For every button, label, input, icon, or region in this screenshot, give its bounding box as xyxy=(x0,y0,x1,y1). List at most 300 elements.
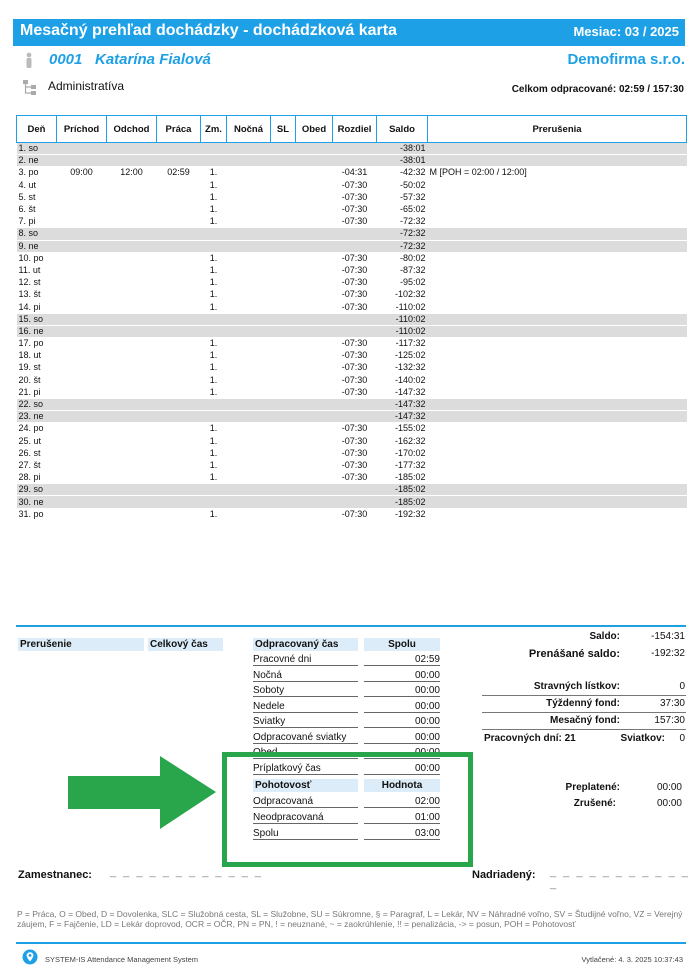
cell-shift: 1. xyxy=(201,472,227,484)
cell-lunch xyxy=(296,496,333,508)
cell-diff: -07:30 xyxy=(333,472,377,484)
standby-row-value: 01:00 xyxy=(364,811,440,824)
cell-night xyxy=(227,143,271,155)
cell-night xyxy=(227,374,271,386)
cell-departure xyxy=(107,191,157,203)
worked-row-value: 00:00 xyxy=(364,762,440,775)
cell-saldo: -147:32 xyxy=(377,398,428,410)
cell-arrival: 09:00 xyxy=(57,167,107,179)
cell-interruptions xyxy=(428,484,687,496)
cell-day: 28. pi xyxy=(17,472,57,484)
cell-arrival xyxy=(57,362,107,374)
cell-sl xyxy=(271,386,296,398)
cell-work xyxy=(157,338,201,350)
worked-row-label: Sviatky xyxy=(253,715,358,728)
cell-arrival xyxy=(57,301,107,313)
cell-diff: -07:30 xyxy=(333,277,377,289)
cell-saldo: -95:02 xyxy=(377,277,428,289)
cell-departure xyxy=(107,301,157,313)
cell-work xyxy=(157,362,201,374)
cell-diff: -07:30 xyxy=(333,179,377,191)
cell-night xyxy=(227,277,271,289)
cell-saldo: -147:32 xyxy=(377,411,428,423)
cell-diff: -07:30 xyxy=(333,203,377,215)
cell-departure xyxy=(107,472,157,484)
table-row xyxy=(17,459,687,471)
standby-value-header: Hodnota xyxy=(364,779,440,792)
cell-interruptions xyxy=(428,155,687,167)
cell-night xyxy=(227,313,271,325)
cell-interruptions xyxy=(428,459,687,471)
cell-sl xyxy=(271,459,296,471)
cell-departure xyxy=(107,447,157,459)
cell-saldo: -192:32 xyxy=(377,508,428,520)
cell-shift: 1. xyxy=(201,459,227,471)
cell-shift: 1. xyxy=(201,179,227,191)
cell-lunch xyxy=(296,289,333,301)
cell-sl xyxy=(271,350,296,362)
cell-sl xyxy=(271,374,296,386)
cell-shift xyxy=(201,484,227,496)
table-row xyxy=(17,484,687,496)
cell-lunch xyxy=(296,508,333,520)
cell-saldo: -102:32 xyxy=(377,289,428,301)
cell-arrival xyxy=(57,252,107,264)
cell-shift: 1. xyxy=(201,374,227,386)
cell-shift: 1. xyxy=(201,423,227,435)
cell-sl xyxy=(271,496,296,508)
worked-row-value: 02:59 xyxy=(364,653,440,666)
cell-work xyxy=(157,228,201,240)
table-row xyxy=(17,191,687,203)
cell-arrival xyxy=(57,350,107,362)
cell-shift: 1. xyxy=(201,301,227,313)
cell-shift: 1. xyxy=(201,386,227,398)
table-row xyxy=(17,386,687,398)
cell-saldo: -72:32 xyxy=(377,216,428,228)
cell-departure xyxy=(107,496,157,508)
cell-diff: -07:30 xyxy=(333,435,377,447)
cell-night xyxy=(227,459,271,471)
overpaid-value: 00:00 xyxy=(656,782,682,793)
cell-sl xyxy=(271,252,296,264)
cell-shift: 1. xyxy=(201,216,227,228)
cell-interruptions xyxy=(428,143,687,155)
cell-saldo: -147:32 xyxy=(377,386,428,398)
cell-lunch xyxy=(296,252,333,264)
table-row xyxy=(17,472,687,484)
cell-saldo: -162:32 xyxy=(377,435,428,447)
cell-interruptions xyxy=(428,216,687,228)
cell-day: 14. pi xyxy=(17,301,57,313)
column-header: Príchod xyxy=(57,116,107,143)
cell-saldo: -110:02 xyxy=(377,313,428,325)
overpaid-label: Preplatené: xyxy=(565,782,620,793)
cell-shift xyxy=(201,411,227,423)
cell-interruptions xyxy=(428,447,687,459)
cell-diff xyxy=(333,143,377,155)
cell-day: 17. po xyxy=(17,338,57,350)
cell-work xyxy=(157,435,201,447)
holidays-value: 0 xyxy=(679,733,685,744)
cell-saldo: -87:32 xyxy=(377,264,428,276)
cell-shift xyxy=(201,143,227,155)
worked-row-label: Obed xyxy=(253,746,358,759)
cell-interruptions xyxy=(428,398,687,410)
cell-arrival xyxy=(57,313,107,325)
cell-arrival xyxy=(57,398,107,410)
cell-night xyxy=(227,362,271,374)
monthly-fund-label: Mesačný fond: xyxy=(549,715,620,726)
cell-night xyxy=(227,240,271,252)
cell-night xyxy=(227,228,271,240)
cell-day: 2. ne xyxy=(17,155,57,167)
cell-night xyxy=(227,191,271,203)
cell-departure xyxy=(107,386,157,398)
cell-sl xyxy=(271,301,296,313)
column-header: SL xyxy=(271,116,296,143)
cell-sl xyxy=(271,508,296,520)
cell-day: 16. ne xyxy=(17,325,57,337)
cell-diff: -07:30 xyxy=(333,350,377,362)
cell-work xyxy=(157,301,201,313)
cell-lunch xyxy=(296,216,333,228)
cell-diff: -07:30 xyxy=(333,374,377,386)
cell-departure xyxy=(107,325,157,337)
cell-saldo: -155:02 xyxy=(377,423,428,435)
cell-day: 25. ut xyxy=(17,435,57,447)
cell-interruptions xyxy=(428,313,687,325)
cell-departure xyxy=(107,362,157,374)
cell-diff: -07:30 xyxy=(333,216,377,228)
cell-night xyxy=(227,423,271,435)
employee-signature-label: Zamestnanec: xyxy=(18,869,92,881)
cell-lunch xyxy=(296,362,333,374)
cell-sl xyxy=(271,289,296,301)
cell-shift: 1. xyxy=(201,277,227,289)
cell-saldo: -117:32 xyxy=(377,338,428,350)
cell-shift: 1. xyxy=(201,508,227,520)
cell-day: 4. ut xyxy=(17,179,57,191)
table-row xyxy=(17,435,687,447)
cell-day: 8. so xyxy=(17,228,57,240)
cell-saldo: -38:01 xyxy=(377,155,428,167)
cell-day: 9. ne xyxy=(17,240,57,252)
report-month: Mesiac: 03 / 2025 xyxy=(573,24,679,39)
cell-lunch xyxy=(296,228,333,240)
cell-lunch xyxy=(296,264,333,276)
cell-night xyxy=(227,216,271,228)
cell-lunch xyxy=(296,203,333,215)
cell-saldo: -125:02 xyxy=(377,350,428,362)
cell-interruptions xyxy=(428,289,687,301)
table-row xyxy=(17,374,687,386)
weekly-fund-value: 37:30 xyxy=(659,698,685,709)
table-row xyxy=(17,301,687,313)
cell-lunch xyxy=(296,179,333,191)
cell-diff: -07:30 xyxy=(333,423,377,435)
cell-departure xyxy=(107,179,157,191)
cell-work xyxy=(157,484,201,496)
cell-departure: 12:00 xyxy=(107,167,157,179)
workdays-label: Pracovných dní: 21 xyxy=(484,733,576,744)
cell-shift: 1. xyxy=(201,362,227,374)
cell-day: 22. so xyxy=(17,398,57,410)
cell-sl xyxy=(271,179,296,191)
cell-saldo: -110:02 xyxy=(377,325,428,337)
table-bottom-rule xyxy=(16,625,686,627)
cell-lunch xyxy=(296,447,333,459)
cell-lunch xyxy=(296,350,333,362)
cell-departure xyxy=(107,252,157,264)
cell-interruptions xyxy=(428,179,687,191)
cell-night xyxy=(227,411,271,423)
cell-shift: 1. xyxy=(201,264,227,276)
cell-sl xyxy=(271,362,296,374)
table-row xyxy=(17,289,687,301)
column-header: Práca xyxy=(157,116,201,143)
cell-lunch xyxy=(296,472,333,484)
cell-arrival xyxy=(57,508,107,520)
cell-work xyxy=(157,496,201,508)
worked-row-value: 00:00 xyxy=(364,669,440,682)
cell-work xyxy=(157,191,201,203)
company-name: Demofirma s.r.o. xyxy=(567,51,685,68)
standby-row-label: Spolu xyxy=(253,827,358,840)
cell-interruptions xyxy=(428,228,687,240)
column-header: Zm. xyxy=(201,116,227,143)
manager-signature-label: Nadriadený: xyxy=(472,869,536,881)
cell-arrival xyxy=(57,179,107,191)
table-row xyxy=(17,228,687,240)
cell-day: 5. st xyxy=(17,191,57,203)
cell-sl xyxy=(271,240,296,252)
cell-night xyxy=(227,350,271,362)
cell-arrival xyxy=(57,423,107,435)
cell-arrival xyxy=(57,289,107,301)
saldo-value: -154:31 xyxy=(651,631,685,642)
column-header: Prerušenia xyxy=(428,116,687,143)
worked-total-header: Spolu xyxy=(364,638,440,651)
cell-sl xyxy=(271,325,296,337)
cell-work xyxy=(157,179,201,191)
cell-interruptions xyxy=(428,374,687,386)
cell-diff xyxy=(333,155,377,167)
cell-saldo: -140:02 xyxy=(377,374,428,386)
table-row xyxy=(17,423,687,435)
cell-saldo: -185:02 xyxy=(377,484,428,496)
cell-night xyxy=(227,289,271,301)
cell-arrival xyxy=(57,203,107,215)
cell-shift: 1. xyxy=(201,435,227,447)
cell-diff xyxy=(333,398,377,410)
cell-work xyxy=(157,277,201,289)
report-header xyxy=(13,19,685,46)
cell-arrival xyxy=(57,374,107,386)
cell-saldo: -110:02 xyxy=(377,301,428,313)
table-row xyxy=(17,277,687,289)
cell-interruptions xyxy=(428,386,687,398)
worked-row-value: 00:00 xyxy=(364,715,440,728)
cell-diff: -07:30 xyxy=(333,508,377,520)
cell-work xyxy=(157,155,201,167)
cell-lunch xyxy=(296,301,333,313)
carried-saldo-value: -192:32 xyxy=(651,648,685,659)
cell-departure xyxy=(107,143,157,155)
table-row xyxy=(17,496,687,508)
total-time-header: Celkový čas xyxy=(148,638,223,651)
cell-day: 13. št xyxy=(17,289,57,301)
cancelled-label: Zrušené: xyxy=(573,798,616,809)
cell-sl xyxy=(271,398,296,410)
cell-departure xyxy=(107,155,157,167)
cell-saldo: -170:02 xyxy=(377,447,428,459)
cell-diff: -07:30 xyxy=(333,447,377,459)
cell-day: 7. pi xyxy=(17,216,57,228)
cell-sl xyxy=(271,313,296,325)
department-name: Administratíva xyxy=(48,79,125,93)
cell-saldo: -72:32 xyxy=(377,240,428,252)
cell-interruptions xyxy=(428,508,687,520)
cell-arrival xyxy=(57,240,107,252)
cell-saldo: -80:02 xyxy=(377,252,428,264)
org-chart-icon xyxy=(22,79,38,95)
cell-night xyxy=(227,472,271,484)
cell-interruptions xyxy=(428,325,687,337)
table-row xyxy=(17,325,687,337)
cell-arrival xyxy=(57,484,107,496)
cell-shift: 1. xyxy=(201,252,227,264)
cell-lunch xyxy=(296,155,333,167)
cell-shift: 1. xyxy=(201,191,227,203)
cell-saldo: -42:32 xyxy=(377,167,428,179)
cell-departure xyxy=(107,240,157,252)
cell-arrival xyxy=(57,472,107,484)
cell-work xyxy=(157,143,201,155)
cell-departure xyxy=(107,264,157,276)
cell-work xyxy=(157,216,201,228)
standby-row-value: 02:00 xyxy=(364,795,440,808)
cell-night xyxy=(227,179,271,191)
cell-day: 18. ut xyxy=(17,350,57,362)
cell-lunch xyxy=(296,338,333,350)
cell-day: 24. po xyxy=(17,423,57,435)
cell-sl xyxy=(271,435,296,447)
cell-day: 21. pi xyxy=(17,386,57,398)
cell-sl xyxy=(271,484,296,496)
cell-work xyxy=(157,459,201,471)
cell-sl xyxy=(271,277,296,289)
worked-row-label: Nedele xyxy=(253,700,358,713)
table-row xyxy=(17,203,687,215)
cell-lunch xyxy=(296,374,333,386)
cell-night xyxy=(227,398,271,410)
cell-lunch xyxy=(296,191,333,203)
cell-work xyxy=(157,325,201,337)
cell-day: 11. ut xyxy=(17,264,57,276)
cell-interruptions: M [POH = 02:00 / 12:00] xyxy=(428,167,687,179)
cell-lunch xyxy=(296,143,333,155)
column-header: Rozdiel xyxy=(333,116,377,143)
standby-row-value: 03:00 xyxy=(364,827,440,840)
worked-row-label: Nočná xyxy=(253,669,358,682)
cell-arrival xyxy=(57,447,107,459)
cell-work xyxy=(157,203,201,215)
meal-tickets-rule xyxy=(482,695,686,696)
standby-row-label: Neodpracovaná xyxy=(253,811,358,824)
cell-interruptions xyxy=(428,423,687,435)
cell-diff: -07:30 xyxy=(333,289,377,301)
footer-rule xyxy=(16,942,686,944)
table-row xyxy=(17,508,687,520)
cell-lunch xyxy=(296,386,333,398)
cell-day: 29. so xyxy=(17,484,57,496)
cell-diff: -07:30 xyxy=(333,301,377,313)
worked-row-value: 00:00 xyxy=(364,684,440,697)
worked-time-header: Odpracovaný čas xyxy=(253,638,358,651)
cell-arrival xyxy=(57,459,107,471)
cell-night xyxy=(227,484,271,496)
table-row xyxy=(17,216,687,228)
cell-interruptions xyxy=(428,277,687,289)
cell-sl xyxy=(271,216,296,228)
cell-departure xyxy=(107,228,157,240)
cell-shift: 1. xyxy=(201,350,227,362)
cancelled-value: 00:00 xyxy=(656,798,682,809)
department-line xyxy=(22,78,322,96)
table-row xyxy=(17,264,687,276)
table-row xyxy=(17,143,687,155)
table-header-row xyxy=(17,116,687,143)
cell-interruptions xyxy=(428,264,687,276)
cell-departure xyxy=(107,411,157,423)
monthly-fund-value: 157:30 xyxy=(654,715,685,726)
cell-shift xyxy=(201,496,227,508)
cell-day: 12. st xyxy=(17,277,57,289)
cell-night xyxy=(227,386,271,398)
cell-work xyxy=(157,374,201,386)
cell-work xyxy=(157,252,201,264)
cell-sl xyxy=(271,155,296,167)
cell-interruptions xyxy=(428,472,687,484)
column-header: Obed xyxy=(296,116,333,143)
standby-header: Pohotovosť xyxy=(253,779,358,792)
cell-day: 26. st xyxy=(17,447,57,459)
manager-signature-line: _ _ _ _ _ _ _ _ _ _ _ _ xyxy=(550,866,690,890)
cell-night xyxy=(227,203,271,215)
carried-saldo-label: Prenášané saldo: xyxy=(528,648,620,660)
total-worked: Celkom odpracované: 02:59 / 157:30 xyxy=(511,84,684,95)
cell-diff xyxy=(333,240,377,252)
cell-interruptions xyxy=(428,203,687,215)
cell-sl xyxy=(271,191,296,203)
cell-lunch xyxy=(296,423,333,435)
attendance-rows xyxy=(17,143,687,521)
cell-sl xyxy=(271,338,296,350)
cell-work xyxy=(157,313,201,325)
cell-work xyxy=(157,447,201,459)
cell-interruptions xyxy=(428,240,687,252)
cell-diff xyxy=(333,325,377,337)
cell-interruptions xyxy=(428,435,687,447)
cell-day: 10. po xyxy=(17,252,57,264)
table-row xyxy=(17,155,687,167)
column-header: Deň xyxy=(17,116,57,143)
worked-row-label: Odpracované sviatky xyxy=(253,731,358,744)
cell-diff: -07:30 xyxy=(333,191,377,203)
table-row xyxy=(17,411,687,423)
cell-work xyxy=(157,508,201,520)
